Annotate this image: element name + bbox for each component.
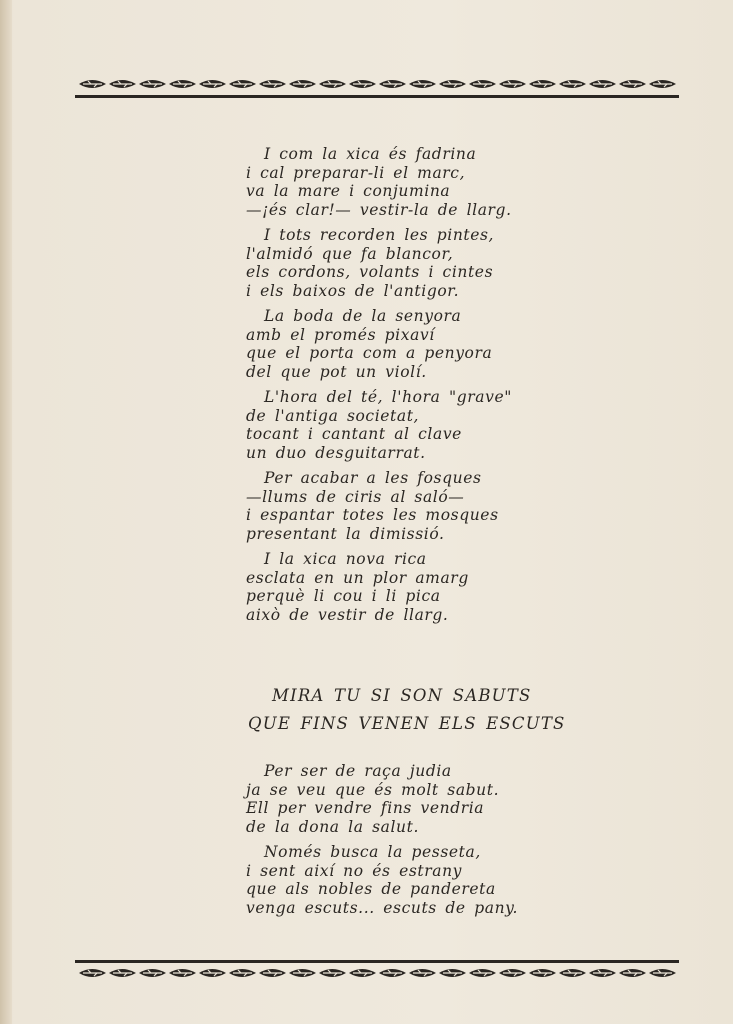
verse-line: i sent així no és estrany [246, 861, 463, 880]
verse-line: ja se veu que és molt sabut. [246, 780, 500, 799]
verse-line: presentant la dimissió. [246, 524, 445, 543]
verse-line: i espantar totes les mosques [246, 506, 499, 524]
top-ornamental-border [75, 74, 685, 100]
top-border-rule [75, 95, 679, 98]
verse-line: Per ser de raça judia [264, 762, 452, 780]
stanza-4 [246, 388, 512, 462]
verse-line: I la xica nova rica [264, 550, 427, 568]
bottom-border-svg [75, 958, 685, 984]
top-border-svg [75, 74, 685, 100]
stanza-5 [246, 469, 499, 543]
verse-line: —¡és clar!— vestir-la de llarg. [246, 200, 512, 219]
verse-line: això de vestir de llarg. [246, 605, 449, 624]
verse-line: i els baixos de l'antigor. [246, 281, 460, 300]
bottom-ornamental-border [75, 958, 685, 984]
verse-line: Per acabar a les fosques [264, 469, 482, 487]
verse-line: esclata en un plor amarg [246, 568, 469, 587]
verse-line: La boda de la senyora [264, 307, 462, 325]
verse-line: del que pot un violí. [246, 362, 427, 381]
verse-line: que als nobles de pandereta [246, 880, 496, 898]
verse-line: amb el promés pixaví [246, 325, 435, 344]
verse-line: I tots recorden les pintes, [264, 226, 495, 244]
stanza-2 [246, 226, 494, 300]
stanza-1 [246, 145, 512, 219]
verse-line: perquè li cou i li pica [246, 587, 441, 605]
verse-line: de la dona la salut. [246, 817, 419, 836]
poem-title-line-1: MIRA TU SI SON SABUTS [272, 686, 532, 705]
verse-line: l'almidó que fa blancor, [246, 244, 454, 263]
verse-line: L'hora del té, l'hora "grave" [264, 388, 512, 406]
stanza-7 [246, 762, 499, 836]
stanza-6 [246, 550, 469, 624]
bottom-leaf-chain [79, 969, 676, 977]
stanza-8 [246, 843, 518, 917]
verse-line: que el porta com a penyora [246, 344, 493, 362]
verse-line: de l'antiga societat, [246, 406, 420, 425]
verse-line: Només busca la pesseta, [264, 843, 481, 861]
verse-line: un duo desguitarrat. [246, 443, 426, 462]
verse-line: els cordons, volants i cintes [246, 263, 494, 281]
verse-line: Ell per vendre fins vendria [246, 799, 485, 817]
verse-line: tocant i cantant al clave [246, 425, 462, 443]
stanza-3 [246, 307, 492, 381]
bottom-border-rule [75, 960, 679, 963]
verse-line: va la mare i conjumina [246, 182, 451, 200]
verse-line: I com la xica és fadrina [264, 145, 477, 163]
poem-title-line-2: QUE FINS VENEN ELS ESCUTS [248, 714, 566, 733]
top-leaf-chain [79, 80, 676, 88]
verse-line: i cal preparar-li el marc, [246, 163, 466, 182]
verse-line: —llums de ciris al saló— [246, 487, 465, 506]
verse-line: venga escuts... escuts de pany. [246, 898, 518, 917]
page-fold-edge [0, 0, 12, 1024]
